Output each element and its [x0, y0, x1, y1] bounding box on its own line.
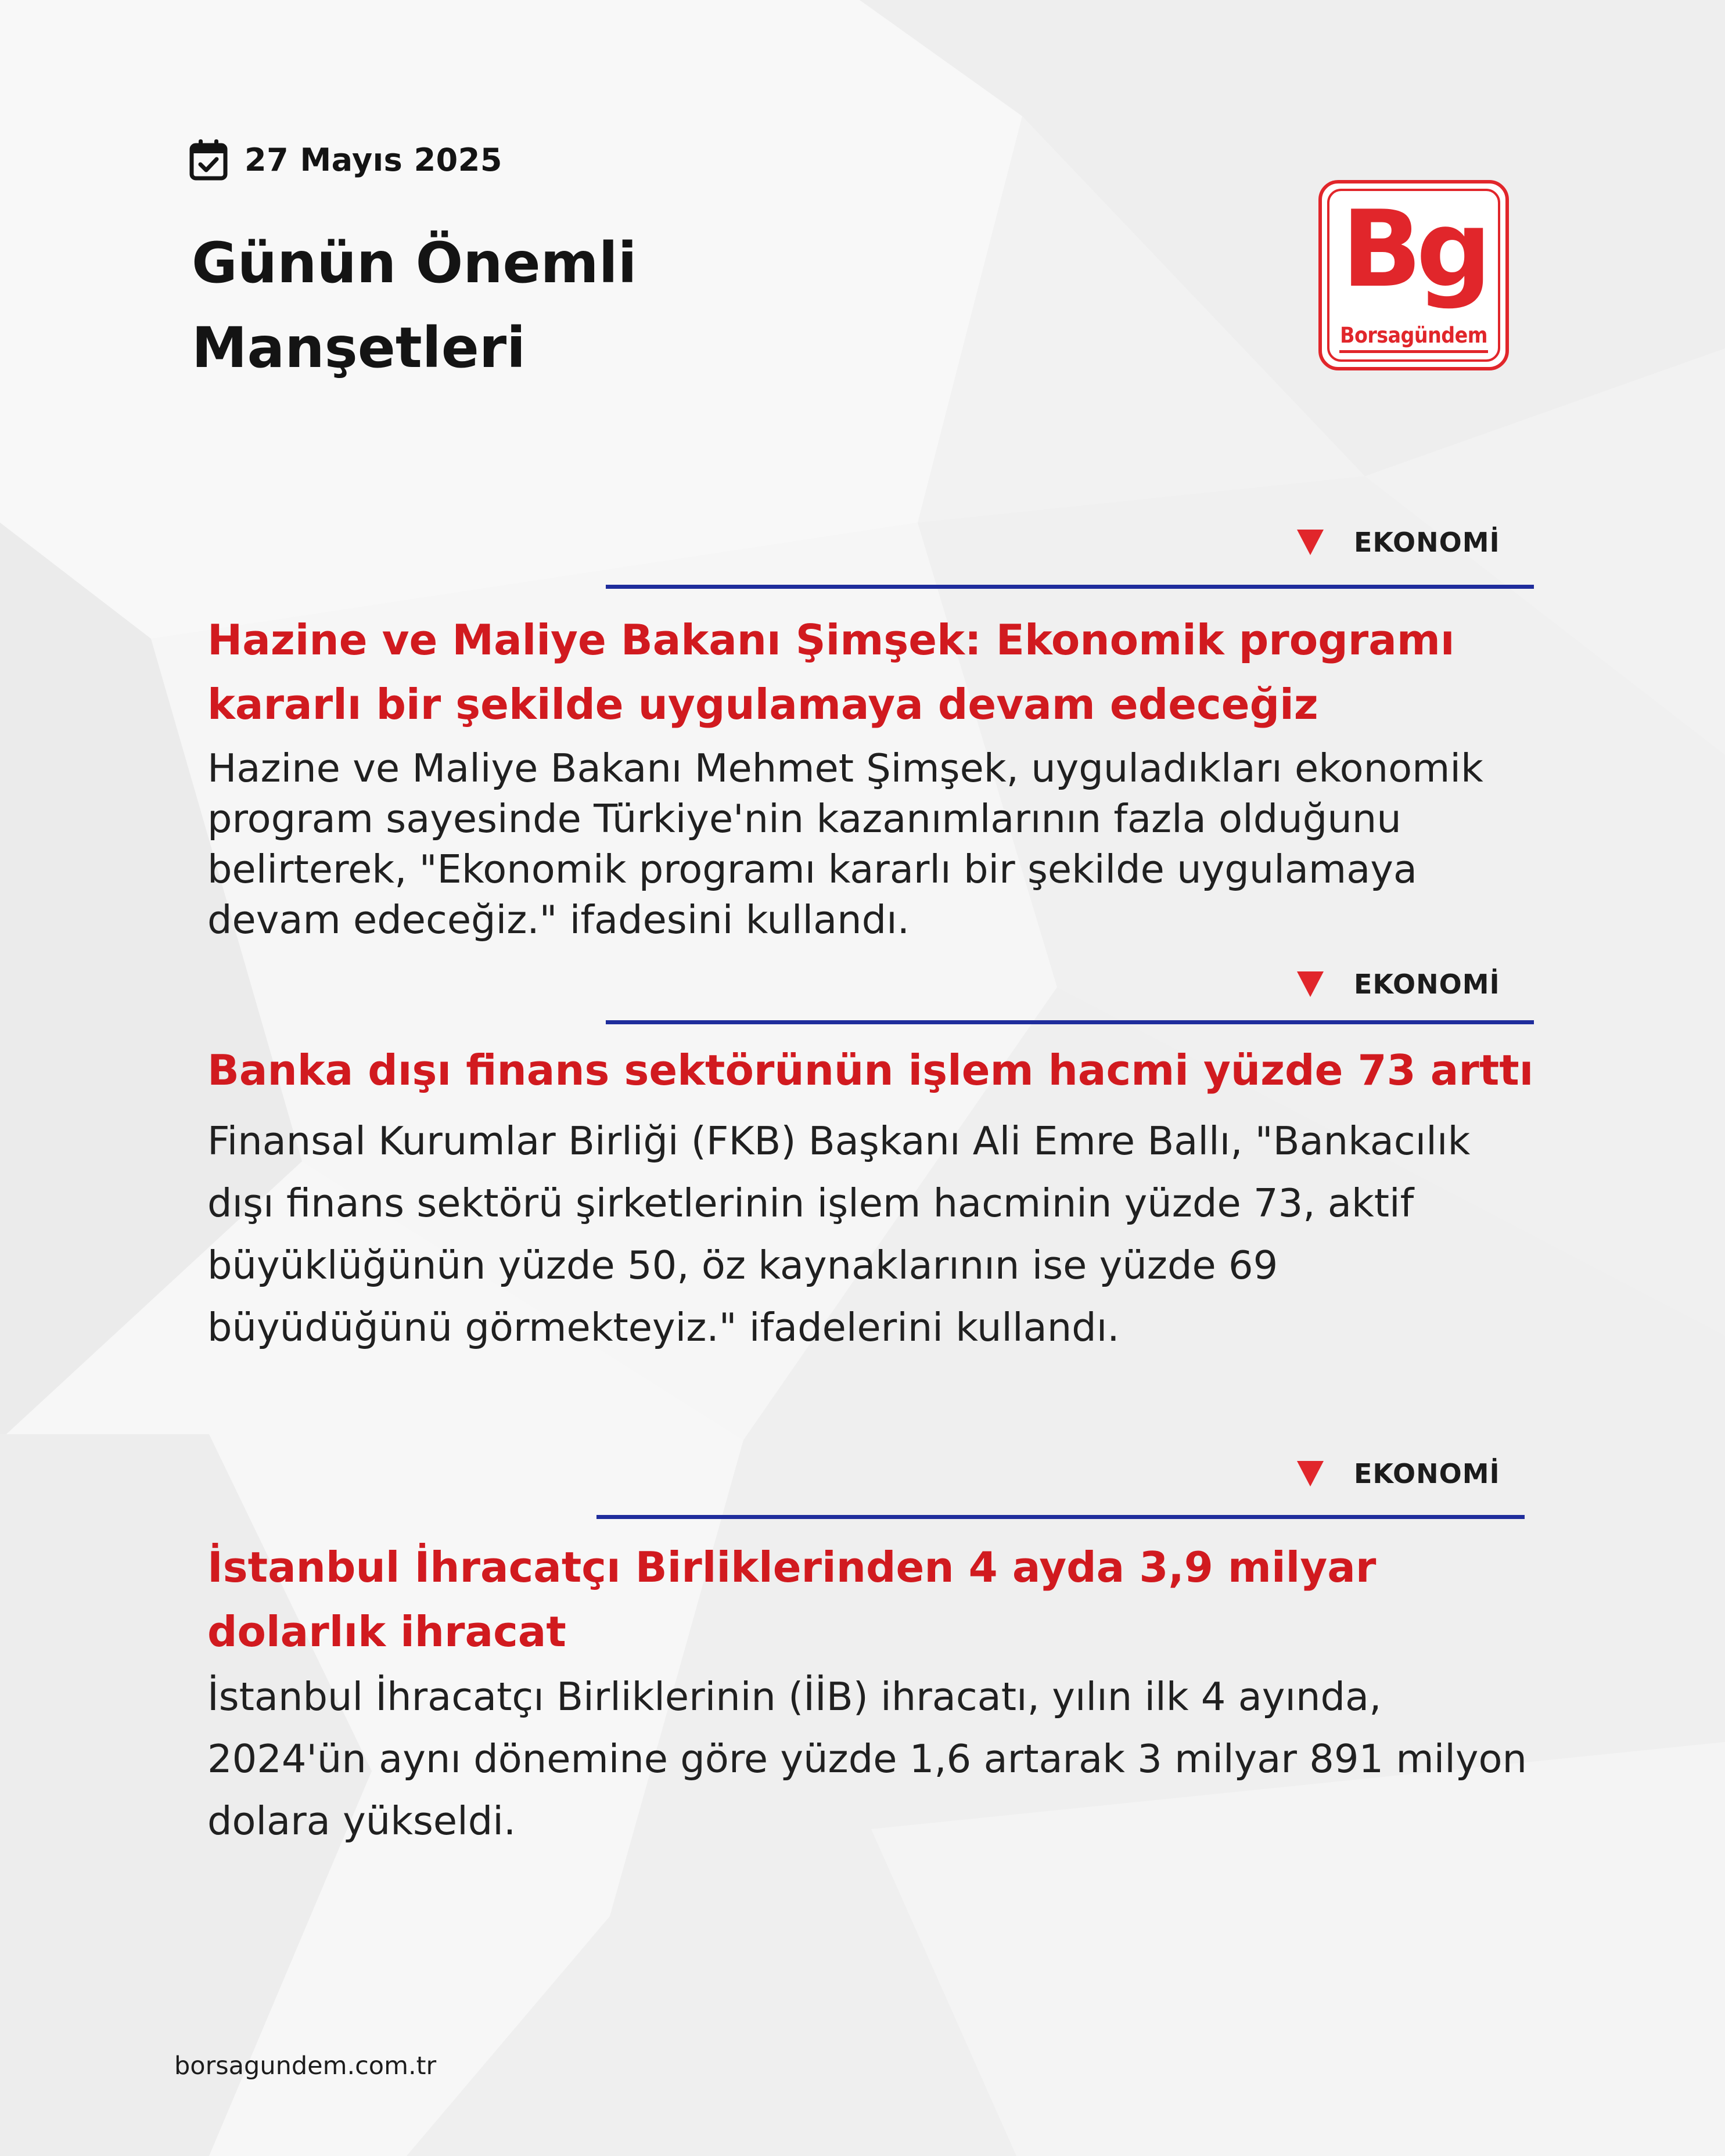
article-1-headline: Hazine ve Maliye Bakanı Şimşek: Ekonomik programı kararlı bir şekilde uygulamaya devam edeceğiz: [207, 616, 1455, 729]
article-2-category: [1297, 969, 1500, 1000]
article-1-category: [1297, 527, 1500, 558]
logo-name: Borsagündem: [1340, 323, 1487, 348]
footer-website: borsagundem.com.tr: [174, 2051, 437, 2081]
date-label: 27 Mayıs 2025: [245, 141, 502, 178]
section-divider: [606, 1020, 1534, 1024]
section-divider: [606, 585, 1534, 589]
article-3-headline: İstanbul İhracatçı Birliklerinden 4 ayda 3,9 milyar dolarlık ihracat: [207, 1543, 1377, 1656]
category-label: EKONOMİ: [1354, 969, 1500, 1000]
logo-mark: Bg: [1341, 188, 1486, 311]
calendar-check-icon: [189, 138, 228, 181]
page-title: [192, 221, 714, 390]
triangle-down-icon: [1297, 1461, 1324, 1486]
article-3-category: [1297, 1458, 1500, 1489]
borsagundem-logo: [1318, 180, 1509, 370]
category-label: EKONOMİ: [1354, 527, 1500, 558]
article-1-summary: Hazine ve Maliye Bakanı Mehmet Şimşek, uyguladıkları ekonomik program sayesinde Türkiye'nin kazanımlarının fazla olduğunu belirterek, "Ekonomik programı kararlı bir şekilde uygulamaya devam edeceğiz." ifadesini kullandı.: [207, 746, 1483, 942]
category-label: EKONOMİ: [1354, 1458, 1500, 1489]
triangle-down-icon: [1297, 971, 1324, 997]
page-title-line-1: Günün Önemli: [192, 231, 637, 296]
date-row: [189, 138, 502, 181]
article-2-headline: Banka dışı finans sektörünün işlem hacmi yüzde 73 arttı: [207, 1046, 1534, 1095]
triangle-down-icon: [1297, 530, 1324, 555]
article-2-summary: Finansal Kurumlar Birliği (FKB) Başkanı Ali Emre Ballı, "Bankacılık dışı finans sektörü şirketlerinin işlem hacminin yüzde 73, aktif büyüklüğünün yüzde 50, öz kaynaklarının ise yüzde 69 büyüdüğünü görmekteyiz." ifadelerini kullandı.: [207, 1118, 1471, 1350]
section-divider: [596, 1515, 1525, 1519]
logo-underline: [1339, 350, 1488, 353]
page-title-line-2: Manşetleri: [192, 315, 526, 380]
article-3-summary: İstanbul İhracatçı Birliklerinin (İİB) ihracatı, yılın ilk 4 ayında, 2024'ün aynı dönemine göre yüzde 1,6 artarak 3 milyar 891 milyon dolara yükseldi.: [207, 1674, 1527, 1844]
